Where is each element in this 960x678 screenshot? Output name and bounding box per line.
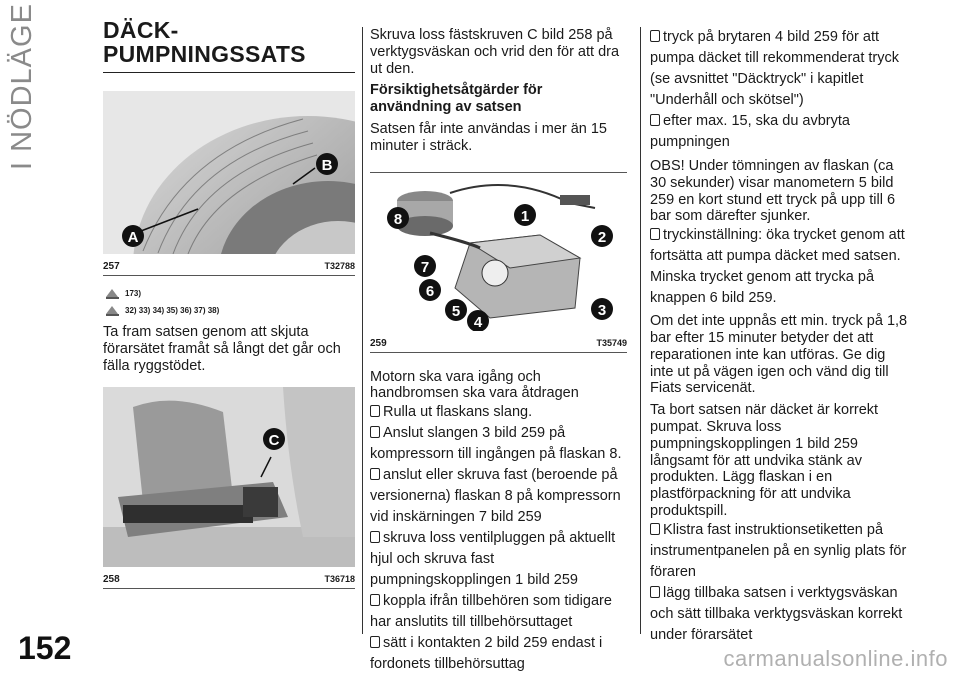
figure-257-code: T32788: [324, 261, 355, 271]
list-item-text: Klistra fast instruktionsetiketten på instrumentpanelen på en synlig plats för föraren: [650, 521, 907, 580]
list-item-text: skruva loss ventilpluggen på aktuellt hjul och skruva fast pumpningskopplingen 1 bild 259: [370, 530, 616, 589]
col2-caution: Satsen får inte användas i mer än 15 minuter i sträck.: [370, 120, 607, 154]
figure-258: [103, 387, 355, 589]
figure-257: [103, 91, 355, 276]
list-item: [650, 27, 912, 111]
list-item: [370, 423, 627, 465]
callout-5-label: 5: [451, 302, 461, 320]
warning-ref-2: [105, 305, 355, 316]
callout-4-label: 4: [473, 313, 483, 331]
callout-a-label: A: [127, 229, 139, 246]
list-item-text: efter max. 15, ska du avbryta pumpningen: [650, 113, 850, 150]
checkbox-icon: [370, 531, 380, 543]
list-item: [370, 591, 627, 633]
checkbox-icon: [370, 468, 380, 480]
list-item: [650, 520, 912, 583]
tire-illustration: [103, 91, 355, 254]
watermark: carmanualsonline.info: [723, 646, 948, 671]
column-3: [650, 27, 912, 646]
list-item: [650, 225, 912, 309]
checkbox-icon: [650, 30, 660, 42]
warning-book-icon: [105, 288, 120, 299]
checkbox-icon: [370, 405, 380, 417]
list-item: [370, 402, 627, 423]
list-item-text: sätt i kontakten 2 bild 259 endast i fordonets tillbehörsuttag: [370, 635, 603, 673]
list-item: [370, 633, 627, 675]
column-divider-2: [640, 27, 641, 634]
section-title-line-2: PUMPNINGSSATS: [103, 41, 306, 67]
chapter-side-label-text: I NÖDLÄGE: [6, 3, 38, 170]
column-divider-1: [362, 27, 363, 634]
col3-remove-paragraph: Ta bort satsen när däcket är korrekt pumpat. Skruva loss pumpningskopplingen 1 bild 259 långsamt för att undvika stänk av produkten. Lägg flaskan i en plastförpackning för att undvika produktspill.: [650, 402, 879, 519]
section-title: [103, 18, 355, 66]
warning-ref-2-text: 32) 33) 34) 35) 36) 37) 38): [125, 306, 220, 315]
figure-257-caption: [103, 259, 355, 276]
checkbox-icon: [370, 636, 380, 648]
list-item: [650, 583, 912, 646]
warning-book-icon: [105, 305, 120, 316]
col3-min-paragraph: Om det inte uppnås ett min. tryck på 1,8 bar efter 15 minuter betyder det att reparationen inte kan utföras. Ge dig inte ut på vägen igen och vänd dig till Fiats servicenät.: [650, 313, 908, 397]
checkbox-icon: [650, 228, 660, 240]
figure-259-number: 259: [370, 337, 387, 349]
checkbox-icon: [370, 426, 380, 438]
column-2: [370, 27, 627, 675]
warning-ref-1-text: 173): [125, 289, 142, 298]
col3-obs-paragraph: OBS! Under tömningen av flaskan (ca 30 sekunder) visar manometern 5 bild 259 en kort stund ett tryck på upp till 6 bar som därefter sjunker.: [650, 158, 896, 225]
section-title-line-1: DÄCK-: [103, 17, 179, 43]
list-item-text: Rulla ut flaskans slang.: [383, 404, 533, 421]
figure-258-number: 258: [103, 574, 120, 586]
column-1: [103, 18, 355, 589]
title-rule: [103, 72, 355, 73]
col1-paragraph: Ta fram satsen genom att skjuta förarsätet framåt så långt det går och fälla ryggstödet.: [103, 324, 341, 374]
callout-b-label: B: [321, 157, 333, 174]
checkbox-icon: [370, 594, 380, 606]
list-item: [650, 111, 912, 153]
col2-intro: Skruva loss fästskruven C bild 258 på verktygsväskan och vrid den för att dra ut den.: [370, 27, 620, 77]
callout-1-label: 1: [520, 207, 530, 225]
checkbox-icon: [650, 586, 660, 598]
figure-259-code: T35749: [596, 337, 627, 348]
callout-7-label: 7: [420, 258, 430, 276]
figure-259-caption: [370, 336, 627, 353]
callout-c-label: C: [268, 432, 280, 450]
page-number: 152: [18, 630, 72, 666]
compressor-illustration: [370, 173, 627, 331]
callout-3-label: 3: [597, 301, 607, 319]
list-item-text: Anslut slangen 3 bild 259 på kompressorn till ingången på flaskan 8.: [370, 425, 622, 463]
figure-259: [370, 172, 627, 353]
figure-258-caption: [103, 572, 355, 589]
callout-2-label: 2: [597, 228, 607, 246]
figure-258-code: T36718: [324, 574, 355, 585]
checkbox-icon: [650, 114, 660, 126]
figure-257-number: 257: [103, 261, 120, 272]
list-item: [370, 465, 627, 528]
list-item-text: lägg tillbaka satsen i verktygsväskan och sätt tillbaka verktygsväskan korrekt under förarsätet: [650, 584, 903, 643]
chapter-side-label: [6, 3, 76, 170]
list-item: [370, 528, 627, 591]
col2-bullet-list: [370, 402, 627, 675]
list-item-text: anslut eller skruva fast (beroende på versionerna) flaskan 8 på kompressorn vid inskärningen 7 bild 259: [370, 467, 621, 526]
seat-illustration: [103, 387, 355, 567]
list-item-text: tryckinställning: öka trycket genom att fortsätta att pumpa däcket med satsen. Minska trycket genom att trycka på knappen 6 bild 259.: [650, 227, 905, 307]
col2-start: Motorn ska vara igång och handbromsen ska vara åtdragen: [370, 368, 579, 402]
list-item-text: tryck på brytaren 4 bild 259 för att pumpa däcket till rekommenderat tryck (se avsnittet "Däcktryck" i kapitlet "Underhåll och skötsel"): [650, 29, 900, 108]
list-item-text: koppla ifrån tillbehören som tidigare har anslutits till tillbehörsuttaget: [370, 593, 612, 631]
callout-6-label: 6: [425, 282, 435, 300]
col2-subhead: Försiktighetsåtgärder för användning av satsen: [370, 82, 543, 116]
warning-ref-1: [105, 288, 355, 299]
callout-8-label: 8: [393, 210, 403, 228]
checkbox-icon: [650, 523, 660, 535]
